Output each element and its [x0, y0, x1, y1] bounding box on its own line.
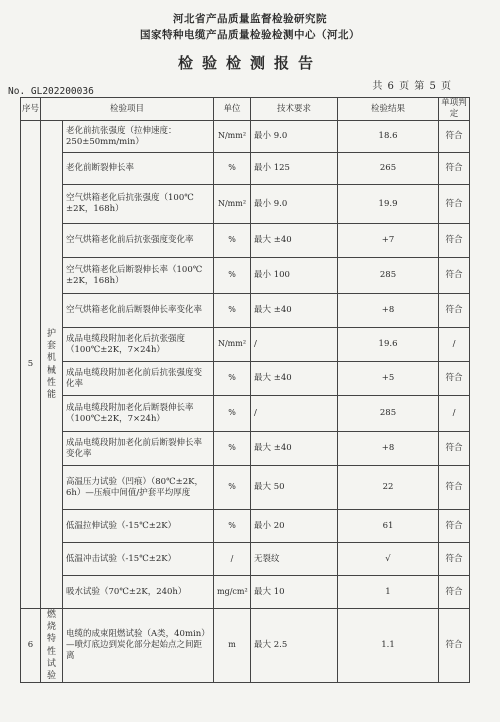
- row-judgment: 符合: [439, 576, 470, 609]
- row-result: 285: [338, 258, 439, 294]
- row-requirement: /: [251, 328, 338, 362]
- table-row: [21, 294, 470, 328]
- row-result: 22: [338, 466, 439, 510]
- report-number: No. GL202200036: [8, 86, 94, 97]
- row-item: 电缆的成束阻燃试验（A类，40min）—喷灯底边到炭化部分起始点之间距离: [63, 609, 214, 683]
- row-unit: mg/cm²: [214, 576, 251, 609]
- row-unit: m: [214, 609, 251, 683]
- institute-name: 河北省产品质量监督检验研究院: [173, 13, 327, 25]
- table-row: [21, 609, 470, 683]
- table-row: [21, 258, 470, 294]
- row-item: 低温拉伸试验（-15℃±2K）: [63, 510, 214, 543]
- row-unit: %: [214, 510, 251, 543]
- row-result: +8: [338, 432, 439, 466]
- row-seq: 5: [21, 121, 41, 609]
- row-judgment: 符合: [439, 432, 470, 466]
- row-judgment: /: [439, 328, 470, 362]
- row-judgment: 符合: [439, 121, 470, 153]
- row-judgment: 符合: [439, 466, 470, 510]
- row-item: 成品电缆段附加老化前后断裂伸长率变化率: [63, 432, 214, 466]
- table-row: [21, 153, 470, 185]
- row-requirement: 最大 ±40: [251, 294, 338, 328]
- table-row: [21, 466, 470, 510]
- row-unit: N/mm²: [214, 328, 251, 362]
- row-result: 285: [338, 396, 439, 432]
- row-requirement: 最小 125: [251, 153, 338, 185]
- header-requirement: 技术要求: [251, 98, 338, 121]
- row-judgment: 符合: [439, 185, 470, 224]
- report-title: 检验检测报告: [177, 54, 322, 72]
- row-judgment: 符合: [439, 153, 470, 185]
- header-item: 检验项目: [41, 98, 214, 121]
- row-judgment: 符合: [439, 543, 470, 576]
- row-item: 成品电缆段附加老化前后抗张强度变化率: [63, 362, 214, 396]
- row-unit: %: [214, 466, 251, 510]
- row-judgment: /: [439, 396, 470, 432]
- row-requirement: 无裂纹: [251, 543, 338, 576]
- row-result: +8: [338, 294, 439, 328]
- row-item: 空气烘箱老化前后抗张强度变化率: [63, 224, 214, 258]
- table-row: [21, 543, 470, 576]
- table-row: [21, 396, 470, 432]
- row-requirement: 最小 9.0: [251, 121, 338, 153]
- row-seq: 6: [21, 609, 41, 683]
- row-result: 61: [338, 510, 439, 543]
- table-row: [21, 328, 470, 362]
- row-unit: %: [214, 396, 251, 432]
- row-requirement: 最大 ±40: [251, 224, 338, 258]
- table-row: [21, 510, 470, 543]
- table-row: [21, 185, 470, 224]
- row-unit: %: [214, 258, 251, 294]
- header-result: 检验结果: [338, 98, 439, 121]
- row-item: 成品电缆段附加老化后断裂伸长率（100℃±2K，7×24h）: [63, 396, 214, 432]
- row-result: 19.9: [338, 185, 439, 224]
- row-result: 1: [338, 576, 439, 609]
- row-requirement: 最小 20: [251, 510, 338, 543]
- row-unit: /: [214, 543, 251, 576]
- row-item: 空气烘箱老化后断裂伸长率（100℃±2K，168h）: [63, 258, 214, 294]
- row-result: 265: [338, 153, 439, 185]
- row-item: 空气烘箱老化后抗张强度（100℃±2K，168h）: [63, 185, 214, 224]
- row-requirement: 最大 2.5: [251, 609, 338, 683]
- row-judgment: 符合: [439, 510, 470, 543]
- row-item: 成品电缆段附加老化后抗张强度（100℃±2K，7×24h）: [63, 328, 214, 362]
- row-unit: %: [214, 224, 251, 258]
- row-unit: N/mm²: [214, 185, 251, 224]
- row-result: 19.6: [338, 328, 439, 362]
- row-item: 吸水试验（70℃±2K，240h）: [63, 576, 214, 609]
- table-row: [21, 121, 470, 153]
- row-judgment: 符合: [439, 609, 470, 683]
- table-row: [21, 576, 470, 609]
- center-name: 国家特种电缆产品质量检验检测中心（河北）: [140, 29, 360, 41]
- row-result: +5: [338, 362, 439, 396]
- row-unit: %: [214, 432, 251, 466]
- row-judgment: 符合: [439, 224, 470, 258]
- header-judgment: 单项判定: [439, 98, 470, 121]
- row-requirement: 最小 100: [251, 258, 338, 294]
- row-requirement: 最大 50: [251, 466, 338, 510]
- row-judgment: 符合: [439, 258, 470, 294]
- row-item: 空气烘箱老化前后断裂伸长率变化率: [63, 294, 214, 328]
- row-result: +7: [338, 224, 439, 258]
- row-requirement: 最大 10: [251, 576, 338, 609]
- row-requirement: 最小 9.0: [251, 185, 338, 224]
- header-seq: 序号: [21, 98, 41, 121]
- row-requirement: 最大 ±40: [251, 432, 338, 466]
- row-unit: %: [214, 362, 251, 396]
- row-item: 低温冲击试验（-15℃±2K）: [63, 543, 214, 576]
- row-requirement: /: [251, 396, 338, 432]
- table-row: [21, 224, 470, 258]
- row-item: 老化前断裂伸长率: [63, 153, 214, 185]
- table-row: [21, 432, 470, 466]
- row-category: 护套机械性能: [41, 121, 63, 609]
- row-judgment: 符合: [439, 362, 470, 396]
- row-category: 燃烧特性试验: [41, 609, 63, 683]
- row-unit: N/mm²: [214, 121, 251, 153]
- page-info: 共 6 页 第 5 页: [372, 81, 452, 92]
- row-result: 1.1: [338, 609, 439, 683]
- row-requirement: 最大 ±40: [251, 362, 338, 396]
- row-item: 老化前抗张强度（拉伸速度：250±50mm/min）: [63, 121, 214, 153]
- row-unit: %: [214, 294, 251, 328]
- inspection-table: [20, 97, 470, 683]
- header-row: [21, 98, 470, 121]
- row-result: √: [338, 543, 439, 576]
- header-unit: 单位: [214, 98, 251, 121]
- table-row: [21, 362, 470, 396]
- row-unit: %: [214, 153, 251, 185]
- row-item: 高温压力试验（凹痕）（80℃±2K，6h）—压痕中间值/护套平均厚度: [63, 466, 214, 510]
- row-judgment: 符合: [439, 294, 470, 328]
- row-result: 18.6: [338, 121, 439, 153]
